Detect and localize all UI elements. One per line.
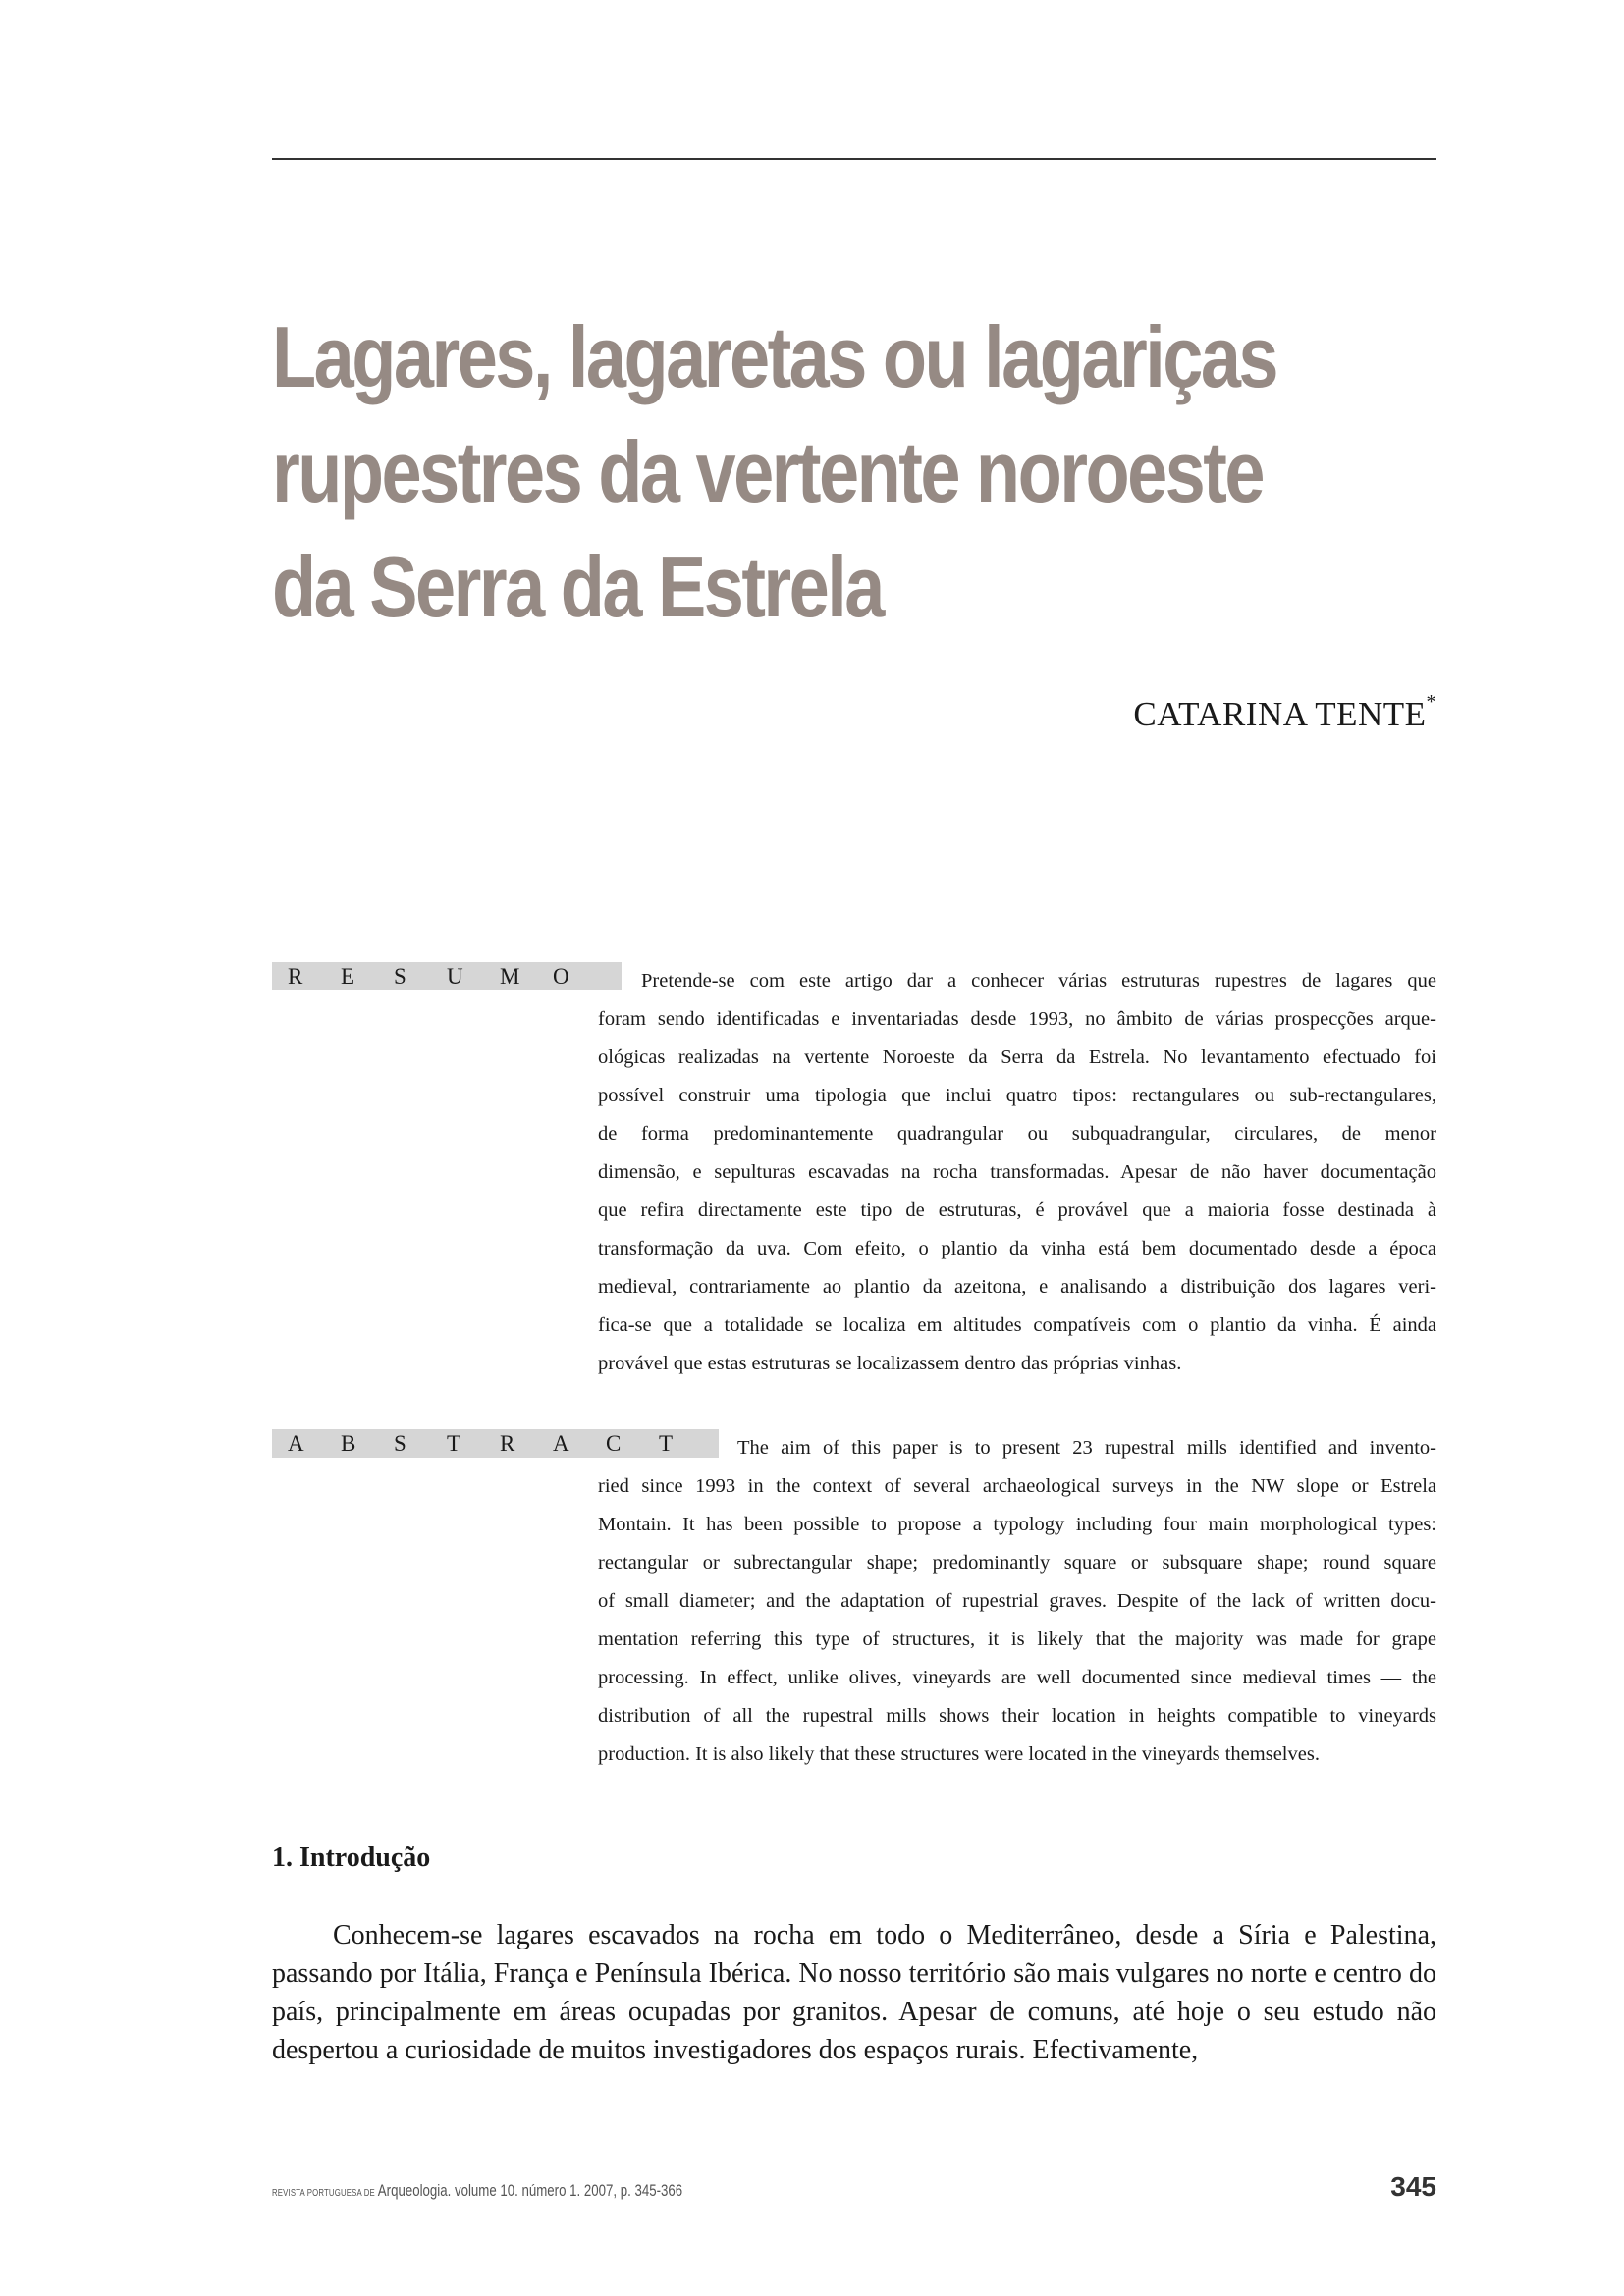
resumo-line: transformação da uva. Com efeito, o plantio da vinha está bem documentado desde a época — [598, 1238, 1436, 1259]
journal-name: Arqueologia — [377, 2181, 448, 2200]
abstract-line: The aim of this paper is to present 23 rupestral mills identified and invento- — [737, 1437, 1436, 1459]
journal-prefix: REVISTA PORTUGUESA DE — [272, 2188, 375, 2199]
author-footnote-mark: * — [1426, 691, 1436, 713]
resumo-line: que refira directamente este tipo de estruturas, é provável que a maioria fosse destinada à — [598, 1200, 1436, 1221]
resumo-line: fica-se que a totalidade se localiza em altitudes compatíveis com o plantio da vinha. É ainda — [598, 1314, 1436, 1336]
resumo-line: possível construir uma tipologia que inclui quatro tipos: rectangulares ou sub-rectangulares, — [598, 1085, 1436, 1106]
title-line: Lagares, lagaretas ou lagariças — [272, 308, 1277, 405]
title-line: da Serra da Estrela — [272, 538, 883, 635]
abstract-line: of small diameter; and the adaptation of rupestrial graves. Despite of the lack of written docu- — [598, 1590, 1436, 1612]
resumo-line: provável que estas estruturas se localizassem dentro das próprias vinhas. — [598, 1353, 1182, 1374]
resumo-line: de forma predominantemente quadrangular ou subquadrangular, circulares, de menor — [598, 1123, 1436, 1145]
abstract-text — [272, 1429, 1436, 1774]
resumo-line: foram sendo identificadas e inventariadas desde 1993, no âmbito de várias prospecções arque- — [598, 1008, 1436, 1030]
section-heading: 1. Introdução — [272, 1842, 431, 1873]
resumo-line: ológicas realizadas na vertente Noroeste da Serra da Estrela. No levantamento efectuado foi — [598, 1046, 1436, 1068]
abstract-line: ried since 1993 in the context of several archaeological surveys in the NW slope or Estrela — [598, 1475, 1436, 1497]
resumo-text — [272, 962, 1436, 1383]
abstract-line: production. It is also likely that these structures were located in the vineyards themselves. — [598, 1743, 1320, 1765]
resumo-line: medieval, contrariamente ao plantio da azeitona, e analisando a distribuição dos lagares veri- — [598, 1276, 1436, 1298]
resumo-line: dimensão, e sepulturas escavadas na rocha transformadas. Apesar de não haver documentação — [598, 1161, 1436, 1183]
resumo-line: Pretende-se com este artigo dar a conhecer várias estruturas rupestres de lagares que — [641, 970, 1436, 991]
resumo-label: R E S U M O — [272, 962, 622, 990]
abstract-block — [272, 1429, 1436, 1774]
resumo-block — [272, 962, 1436, 1383]
abstract-label: A B S T R A C T — [272, 1429, 719, 1458]
body-paragraph: Conhecem-se lagares escavados na rocha em todo o Mediterrâneo, desde a Síria e Palestina, passando por Itália, França e Península Ibérica. No nosso território são mais vulgares no norte e centro do país, principalmente em áreas ocupadas por granitos. Apesar de comuns, até hoje o seu estudo não despertou a curiosidade de muitos investigadores dos espaços rurais. Efectivamente, — [272, 1920, 1436, 2065]
abstract-line: processing. In effect, unlike olives, vineyards are well documented since medieval times — the — [598, 1667, 1436, 1688]
abstract-line: rectangular or subrectangular shape; predominantly square or subsquare shape; round square — [598, 1552, 1436, 1574]
header-rule — [272, 158, 1436, 160]
title-line: rupestres da vertente noroeste — [272, 423, 1263, 520]
abstract-line: Montain. It has been possible to propose a typology including four main morphological types: — [598, 1514, 1436, 1535]
abstract-line: distribution of all the rupestral mills shows their location in heights compatible to vineyards — [598, 1705, 1436, 1727]
author-name: CATARINA TENTE — [1133, 695, 1427, 733]
article-title — [272, 299, 1277, 644]
author — [1133, 691, 1436, 734]
citation-details: . volume 10. número 1. 2007, p. 345-366 — [447, 2181, 683, 2200]
page-number: 345 — [1390, 2171, 1436, 2202]
abstract-line: mentation referring this type of structures, it is likely that the majority was made for grape — [598, 1629, 1436, 1650]
footer-citation — [272, 2181, 682, 2201]
